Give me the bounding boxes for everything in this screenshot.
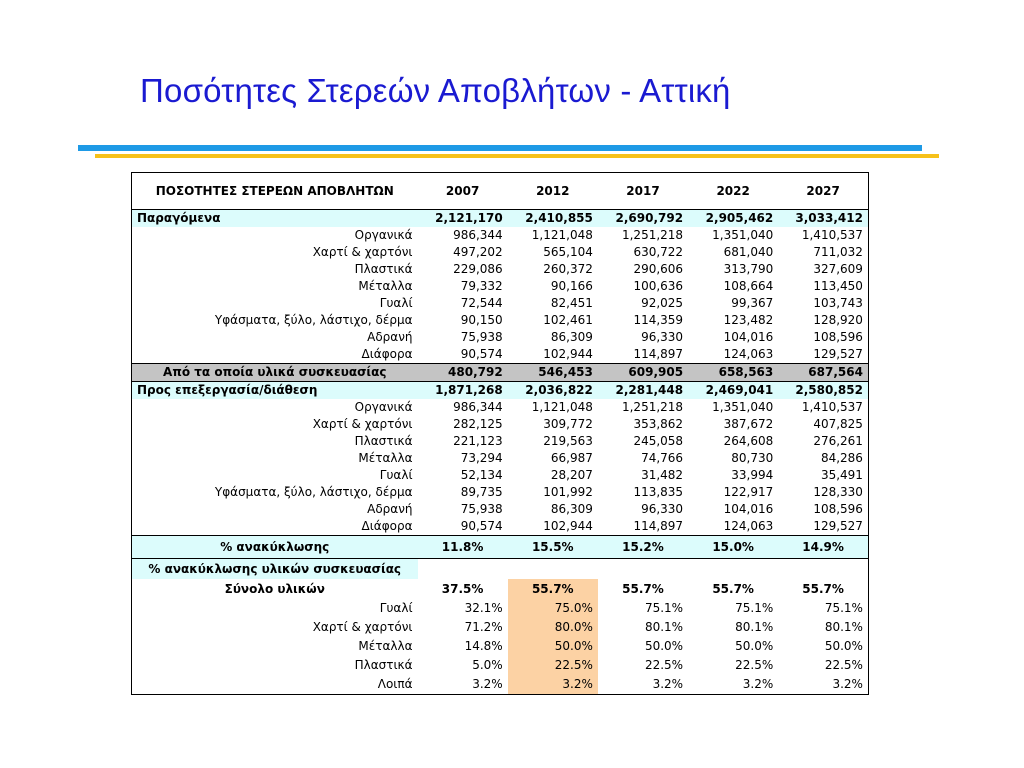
recycling-rate-row <box>132 536 869 559</box>
cell-value: 22.5% <box>508 656 598 675</box>
header-label: ΠΟΣΟΤΗΤΕΣ ΣΤΕΡΕΩΝ ΑΠΟΒΛΗΤΩΝ <box>132 173 418 210</box>
cell-value: 3.2% <box>652 677 684 691</box>
cell-value: 313,790 <box>723 262 774 276</box>
row-label: Διάφορα <box>361 347 413 361</box>
cell-value: 309,772 <box>543 417 593 431</box>
row-label: Πλαστικά <box>354 434 413 448</box>
cell-value: 687,564 <box>778 364 868 382</box>
cell-value: 31,482 <box>641 468 684 482</box>
cell-value: 66,987 <box>550 451 593 465</box>
cell-value: 55.7% <box>712 582 754 596</box>
row-label: Παραγόμενα <box>132 210 418 228</box>
cell-value: 86,309 <box>550 330 593 344</box>
cell-value: 114,897 <box>633 519 684 533</box>
row-label: Πλαστικά <box>354 262 413 276</box>
cell-value: 114,897 <box>633 347 684 361</box>
produced-item-row <box>132 261 869 278</box>
title-underline-yellow <box>95 154 939 158</box>
cell-value: 1,121,048 <box>531 400 593 414</box>
cell-value: 1,351,040 <box>712 400 774 414</box>
cell-value: 353,862 <box>633 417 684 431</box>
cell-value: 129,527 <box>813 347 863 361</box>
header-year: 2022 <box>688 173 778 210</box>
cell-value: 79,332 <box>460 279 503 293</box>
cell-value: 101,992 <box>543 485 593 499</box>
row-label: Διάφορα <box>361 519 413 533</box>
produced-total-row <box>132 210 869 228</box>
cell-value: 1,251,218 <box>621 228 684 242</box>
cell-value: 1,351,040 <box>712 228 774 242</box>
cell-value: 22.5% <box>735 658 774 672</box>
cell-value: 102,461 <box>543 313 593 327</box>
cell-value: 2,281,448 <box>598 382 688 400</box>
cell-value: 711,032 <box>813 245 863 259</box>
cell-value: 1,121,048 <box>531 228 593 242</box>
cell-value: 5.0% <box>472 658 503 672</box>
cell-value: 2,469,041 <box>688 382 778 400</box>
cell-value: 108,596 <box>813 330 863 344</box>
processing-item-row <box>132 416 869 433</box>
packaging-recycling-item-row <box>132 675 869 695</box>
cell-value: 35,491 <box>820 468 863 482</box>
cell-value: 2,410,855 <box>508 210 598 228</box>
cell-value: 55.7% <box>508 579 598 599</box>
cell-value: 3.2% <box>742 677 774 691</box>
cell-value: 14.9% <box>778 536 868 559</box>
cell-value: 480,792 <box>418 364 508 382</box>
cell-value: 986,344 <box>453 228 503 242</box>
cell-value: 104,016 <box>723 330 774 344</box>
produced-item-row <box>132 295 869 312</box>
cell-value: 290,606 <box>633 262 684 276</box>
cell-value: 122,917 <box>723 485 774 499</box>
waste-table-container <box>131 172 868 695</box>
cell-value: 96,330 <box>641 502 684 516</box>
processing-item-row <box>132 399 869 416</box>
cell-value: 681,040 <box>723 245 774 259</box>
cell-value: 22.5% <box>824 658 863 672</box>
cell-value: 387,672 <box>723 417 774 431</box>
cell-value: 3.2% <box>832 677 863 691</box>
cell-value: 33,994 <box>731 468 774 482</box>
table-header-row <box>132 173 869 210</box>
cell-value: 407,825 <box>813 417 863 431</box>
processing-item-row <box>132 518 869 536</box>
packaging-recycling-total-row <box>132 579 869 599</box>
row-label: Οργανικά <box>354 400 413 414</box>
row-label: Χαρτί & χαρτόνι <box>312 620 413 634</box>
cell-value: 86,309 <box>550 502 593 516</box>
cell-value: 74,766 <box>641 451 684 465</box>
cell-value: 2,121,170 <box>418 210 508 228</box>
cell-value: 80.1% <box>644 620 684 634</box>
cell-value: 80,730 <box>731 451 774 465</box>
cell-value: 15.2% <box>598 536 688 559</box>
cell-value: 108,596 <box>813 502 863 516</box>
row-label: Γυαλί <box>379 468 413 482</box>
processing-item-row <box>132 433 869 450</box>
cell-value: 1,410,537 <box>801 400 863 414</box>
cell-value: 102,944 <box>543 519 593 533</box>
cell-value: 609,905 <box>598 364 688 382</box>
header-year: 2017 <box>598 173 688 210</box>
cell-value: 22.5% <box>644 658 684 672</box>
cell-value: 50.0% <box>824 639 863 653</box>
row-label: % ανακύκλωσης υλικών συσκευασίας <box>132 559 418 580</box>
cell-value: 32.1% <box>464 601 503 615</box>
cell-value: 90,574 <box>460 347 503 361</box>
cell-value: 497,202 <box>453 245 503 259</box>
cell-value: 72,544 <box>460 296 503 310</box>
cell-value: 28,207 <box>550 468 593 482</box>
cell-value: 84,286 <box>820 451 863 465</box>
cell-value: 55.7% <box>802 582 844 596</box>
cell-value: 113,450 <box>813 279 863 293</box>
cell-value: 124,063 <box>723 347 774 361</box>
packaging-recycling-item-row <box>132 599 869 618</box>
produced-item-row <box>132 278 869 295</box>
cell-value: 3.2% <box>472 677 503 691</box>
row-label: Υφάσματα, ξύλο, λάστιχο, δέρμα <box>214 313 413 327</box>
cell-value: 75,938 <box>460 502 503 516</box>
cell-value: 75.1% <box>824 601 863 615</box>
packaging-recycling-item-row <box>132 618 869 637</box>
row-label: Χαρτί & χαρτόνι <box>312 245 413 259</box>
packaging-recycling-item-row <box>132 637 869 656</box>
cell-value: 11.8% <box>418 536 508 559</box>
row-label: Από τα οποία υλικά συσκευασίας <box>132 364 418 382</box>
cell-value: 73,294 <box>460 451 503 465</box>
processing-item-row <box>132 450 869 467</box>
packaging-recycling-item-row <box>132 656 869 675</box>
cell-value: 221,123 <box>453 434 503 448</box>
cell-value: 1,871,268 <box>418 382 508 400</box>
row-label: Λοιπά <box>377 677 413 691</box>
cell-value: 100,636 <box>633 279 684 293</box>
cell-value: 129,527 <box>813 519 863 533</box>
cell-value: 3.2% <box>508 675 598 695</box>
cell-value: 630,722 <box>633 245 684 259</box>
cell-value: 658,563 <box>688 364 778 382</box>
cell-value: 546,453 <box>508 364 598 382</box>
row-label: Γυαλί <box>379 296 413 310</box>
packaging-subtotal-row <box>132 364 869 382</box>
slide-title: Ποσότητες Στερεών Αποβλήτων - Αττική <box>140 72 731 109</box>
produced-item-row <box>132 227 869 244</box>
cell-value: 71.2% <box>464 620 503 634</box>
row-label: Αδρανή <box>367 330 413 344</box>
row-label: Μέταλλα <box>358 639 413 653</box>
title-underline-blue <box>78 145 922 151</box>
cell-value: 82,451 <box>550 296 593 310</box>
cell-value: 104,016 <box>723 502 774 516</box>
produced-item-row <box>132 346 869 364</box>
cell-value: 15.0% <box>688 536 778 559</box>
header-year: 2027 <box>778 173 868 210</box>
cell-value: 92,025 <box>641 296 684 310</box>
cell-value: 50.0% <box>735 639 774 653</box>
processing-item-row <box>132 501 869 518</box>
cell-value: 75.1% <box>644 601 684 615</box>
cell-value: 15.5% <box>508 536 598 559</box>
cell-value: 50.0% <box>644 639 684 653</box>
cell-value: 986,344 <box>453 400 503 414</box>
cell-value: 327,609 <box>813 262 863 276</box>
cell-value: 103,743 <box>813 296 863 310</box>
processing-total-row <box>132 382 869 400</box>
row-label: Μέταλλα <box>358 451 413 465</box>
cell-value: 2,036,822 <box>508 382 598 400</box>
cell-value: 264,608 <box>723 434 774 448</box>
cell-value: 55.7% <box>622 582 664 596</box>
cell-value: 245,058 <box>633 434 684 448</box>
cell-value: 80.1% <box>735 620 774 634</box>
cell-value: 1,410,537 <box>801 228 863 242</box>
waste-quantities-table <box>131 172 869 695</box>
row-label: Χαρτί & χαρτόνι <box>312 417 413 431</box>
cell-value: 102,944 <box>543 347 593 361</box>
cell-value: 75.0% <box>508 599 598 618</box>
cell-value: 219,563 <box>543 434 593 448</box>
processing-item-row <box>132 467 869 484</box>
cell-value: 108,664 <box>723 279 774 293</box>
row-label: Οργανικά <box>354 228 413 242</box>
cell-value: 2,905,462 <box>688 210 778 228</box>
packaging-recycling-heading-row <box>132 559 869 580</box>
produced-item-row <box>132 329 869 346</box>
row-label: Αδρανή <box>367 502 413 516</box>
header-year: 2007 <box>418 173 508 210</box>
cell-value: 80.1% <box>824 620 863 634</box>
cell-value: 75.1% <box>735 601 774 615</box>
empty-cell <box>418 559 869 580</box>
cell-value: 1,251,218 <box>621 400 684 414</box>
header-year: 2012 <box>508 173 598 210</box>
row-label: Πλαστικά <box>354 658 413 672</box>
cell-value: 50.0% <box>508 637 598 656</box>
cell-value: 113,835 <box>633 485 684 499</box>
cell-value: 114,359 <box>633 313 684 327</box>
cell-value: 128,920 <box>813 313 863 327</box>
cell-value: 99,367 <box>731 296 774 310</box>
cell-value: 75,938 <box>460 330 503 344</box>
cell-value: 128,330 <box>813 485 863 499</box>
row-label: Σύνολο υλικών <box>224 582 325 596</box>
cell-value: 3,033,412 <box>778 210 868 228</box>
cell-value: 565,104 <box>543 245 593 259</box>
cell-value: 89,735 <box>460 485 503 499</box>
produced-item-row <box>132 244 869 261</box>
row-label: Υφάσματα, ξύλο, λάστιχο, δέρμα <box>214 485 413 499</box>
cell-value: 123,482 <box>723 313 774 327</box>
cell-value: 282,125 <box>453 417 503 431</box>
cell-value: 260,372 <box>543 262 593 276</box>
row-label: % ανακύκλωσης <box>132 536 418 559</box>
cell-value: 96,330 <box>641 330 684 344</box>
cell-value: 14.8% <box>464 639 503 653</box>
produced-item-row <box>132 312 869 329</box>
row-label: Μέταλλα <box>358 279 413 293</box>
row-label: Γυαλί <box>379 601 413 615</box>
cell-value: 52,134 <box>460 468 503 482</box>
cell-value: 90,166 <box>550 279 593 293</box>
cell-value: 229,086 <box>453 262 503 276</box>
cell-value: 90,574 <box>460 519 503 533</box>
cell-value: 2,690,792 <box>598 210 688 228</box>
cell-value: 90,150 <box>460 313 503 327</box>
cell-value: 124,063 <box>723 519 774 533</box>
cell-value: 80.0% <box>508 618 598 637</box>
cell-value: 37.5% <box>441 582 484 596</box>
cell-value: 276,261 <box>813 434 863 448</box>
row-label: Προς επεξεργασία/διάθεση <box>132 382 418 400</box>
processing-item-row <box>132 484 869 501</box>
cell-value: 2,580,852 <box>778 382 868 400</box>
